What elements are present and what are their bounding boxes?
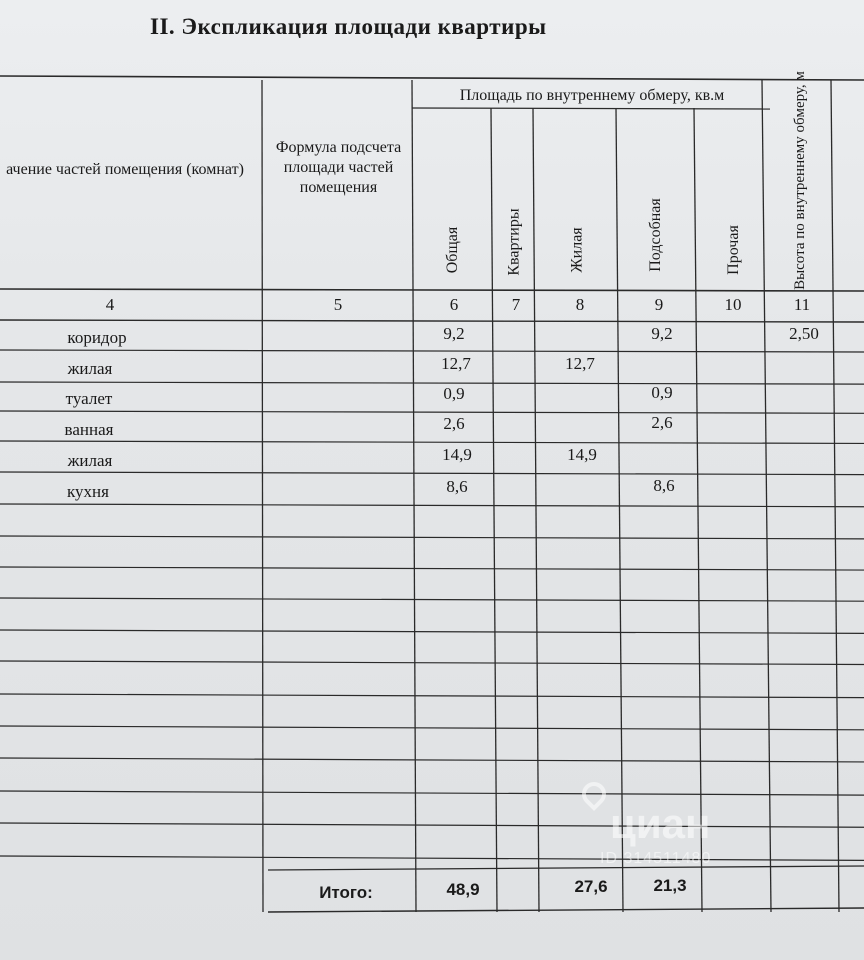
totals-total: 48,9 bbox=[446, 880, 480, 899]
totals-label: Итого: bbox=[319, 883, 373, 902]
grid-line bbox=[0, 598, 864, 601]
row-name: ванная bbox=[64, 420, 114, 439]
colnum-8: 8 bbox=[575, 295, 585, 314]
watermark-brand: циан bbox=[610, 800, 711, 847]
colnum-6: 6 bbox=[449, 295, 459, 314]
row-name: туалет bbox=[65, 389, 113, 408]
row-auxiliary: 0,9 bbox=[651, 383, 673, 402]
colnum-5: 5 bbox=[333, 295, 343, 314]
row-name: жилая bbox=[67, 359, 113, 378]
totals-auxiliary: 21,3 bbox=[653, 876, 687, 895]
colnum-7: 7 bbox=[511, 295, 521, 314]
grid-line bbox=[0, 536, 864, 539]
header-area-group: Площадь по внутреннему обмеру, кв.м bbox=[459, 87, 725, 104]
grid-line bbox=[0, 726, 864, 730]
totals-living: 27,6 bbox=[574, 877, 608, 896]
grid-line bbox=[491, 108, 497, 912]
grid-line bbox=[268, 866, 864, 870]
header-living: Жилая bbox=[568, 227, 586, 273]
grid-line bbox=[0, 694, 864, 698]
row-height: 2,50 bbox=[789, 324, 819, 343]
colnum-10: 10 bbox=[724, 295, 742, 314]
row-total: 0,9 bbox=[443, 384, 465, 403]
grid-line bbox=[533, 108, 539, 912]
row-total: 8,6 bbox=[446, 477, 468, 496]
row-name: коридор bbox=[67, 328, 127, 347]
grid-line bbox=[0, 320, 864, 322]
page-title: II. Экспликация площади квартиры bbox=[150, 14, 547, 39]
grid-line bbox=[0, 758, 864, 762]
grid-line bbox=[616, 108, 623, 912]
grid-line bbox=[0, 382, 864, 384]
header-name: ачение частей помещения (комнат) bbox=[6, 161, 244, 178]
row-auxiliary: 8,6 bbox=[653, 476, 675, 495]
colnum-4: 4 bbox=[105, 295, 115, 314]
grid-line bbox=[0, 441, 864, 443]
grid-line bbox=[0, 856, 864, 860]
row-name: жилая bbox=[67, 451, 113, 470]
grid-line bbox=[262, 80, 263, 912]
grid-line bbox=[412, 108, 770, 109]
row-total: 14,9 bbox=[442, 445, 472, 464]
grid-line bbox=[412, 80, 416, 912]
header-total: Общая bbox=[444, 226, 462, 274]
row-auxiliary: 2,6 bbox=[651, 413, 673, 432]
row-total: 9,2 bbox=[443, 324, 465, 343]
grid-line bbox=[0, 350, 864, 352]
grid-line bbox=[0, 472, 864, 475]
grid-line bbox=[0, 630, 864, 633]
grid-line bbox=[0, 289, 864, 291]
row-total: 2,6 bbox=[443, 414, 465, 433]
grid-line bbox=[0, 76, 864, 80]
header-height: Высота по внутреннему обмеру, м bbox=[791, 70, 808, 290]
grid-line bbox=[762, 80, 771, 912]
colnum-11: 11 bbox=[793, 295, 811, 314]
row-living: 14,9 bbox=[567, 445, 597, 464]
grid-line bbox=[0, 567, 864, 570]
watermark-id: ID 314511480 bbox=[600, 850, 712, 867]
row-living: 12,7 bbox=[565, 354, 595, 373]
grid-line bbox=[0, 661, 864, 665]
grid-line bbox=[0, 823, 864, 827]
grid-line bbox=[694, 108, 702, 912]
grid-line bbox=[268, 908, 864, 912]
header-other: Прочая bbox=[724, 225, 742, 275]
grid-line bbox=[0, 504, 864, 507]
colnum-9: 9 bbox=[654, 295, 664, 314]
row-total: 12,7 bbox=[441, 354, 471, 373]
header-auxiliary: Подсобная bbox=[646, 198, 664, 272]
grid-line bbox=[0, 791, 864, 795]
row-auxiliary: 9,2 bbox=[651, 324, 673, 343]
grid-line bbox=[0, 411, 864, 413]
grid-line bbox=[831, 80, 839, 912]
row-name: кухня bbox=[67, 482, 109, 501]
header-apartment: Квартиры bbox=[505, 208, 523, 276]
header-formula: Формула подсчета площади частей помещения bbox=[275, 139, 402, 196]
